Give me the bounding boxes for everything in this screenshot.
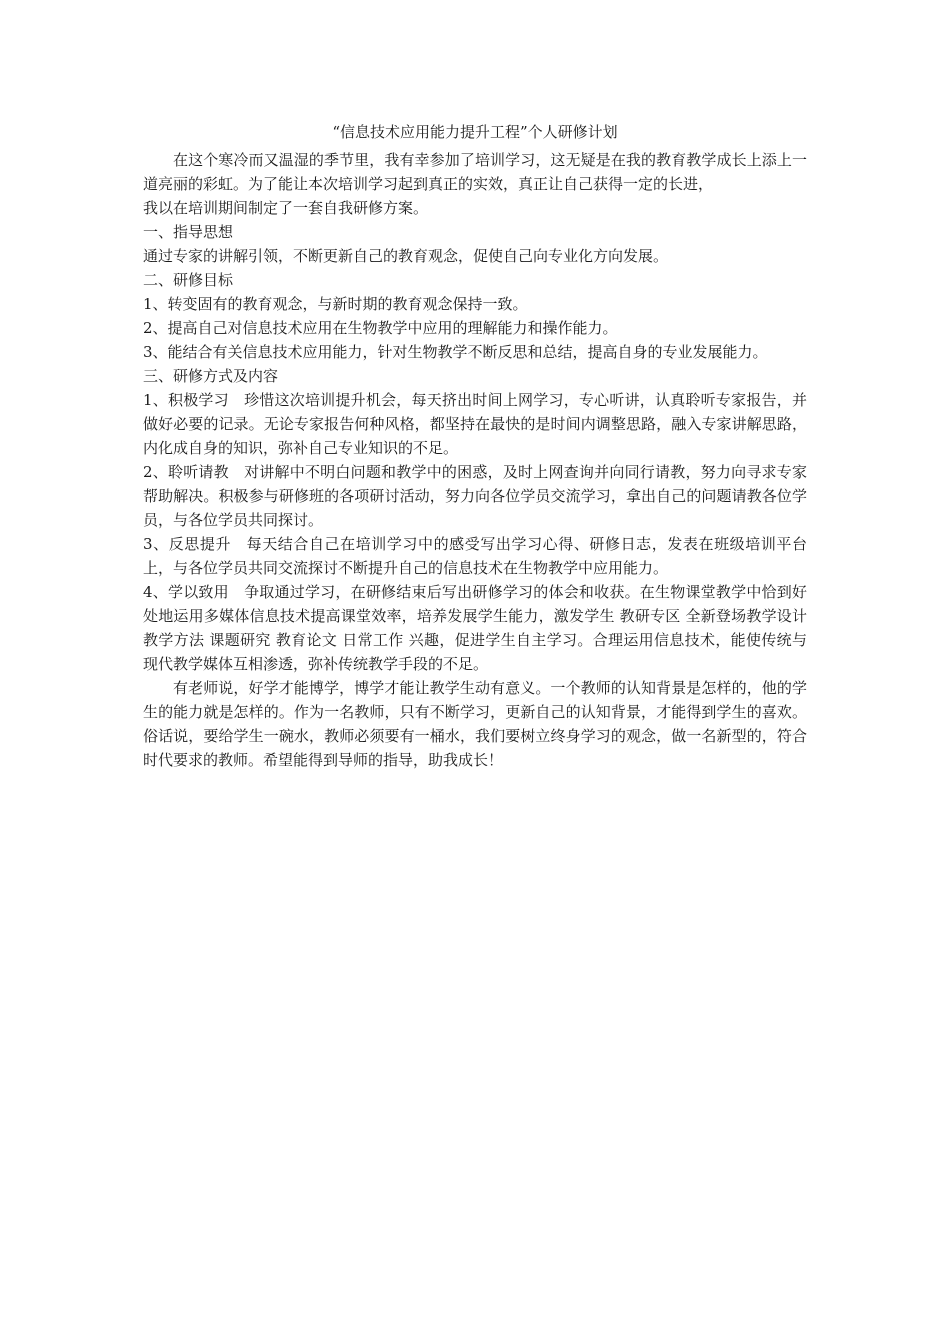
section-heading-goals: 二、研修目标 [143, 271, 234, 289]
list-item-method-2: 2、聆听请教 对讲解中不明白问题和教学中的困惑，及时上网查询并向同行请教，努力向寻求专家帮助解决。积极参与研修班的各项研讨活动，努力向各位学员交流学习，拿出自己的问题请教各位学员，与各位学员共同探讨。 [143, 463, 807, 529]
list-item-goal-1: 1、转变固有的教育观念，与新时期的教育观念保持一致。 [143, 295, 528, 313]
list-item-goal-2: 2、提高自己对信息技术应用在生物教学中应用的理解能力和操作能力。 [143, 319, 618, 337]
paragraph-guiding-idea: 通过专家的讲解引领，不断更新自己的教育观念，促使自己向专业化方向发展。 [143, 247, 669, 265]
paragraph-intro-continued: 我以在培训期间制定了一套自我研修方案。 [143, 199, 429, 217]
paragraph-conclusion: 有老师说，好学才能博学，博学才能让教学生动有意义。一个教师的认知背景是怎样的，他的学生的能力就是怎样的。作为一名教师，只有不断学习，更新自己的认知背景，才能得到学生的喜欢。俗话说，要给学生一碗水，教师必须要有一桶水，我们要树立终身学习的观念，做一名新型的，符合时代要求的教师。希望能得到导师的指导，助我成长！ [143, 679, 807, 769]
section-heading-guiding-idea: 一、指导思想 [143, 223, 234, 241]
paragraph-intro: 在这个寒冷而又温湿的季节里，我有幸参加了培训学习，这无疑是在我的教育教学成长上添上一道亮丽的彩虹。为了能让本次培训学习起到真正的实效，真正让自己获得一定的长进， [143, 151, 807, 193]
list-item-method-1: 1、积极学习 珍惜这次培训提升机会，每天挤出时间上网学习，专心听讲，认真聆听专家报告，并做好必要的记录。无论专家报告何种风格，都坚持在最快的是时间内调整思路，融入专家讲解思路，内化成自身的知识，弥补自己专业知识的不足。 [143, 391, 807, 457]
list-item-method-3: 3、反思提升 每天结合自己在培训学习中的感受写出学习心得、研修日志，发表在班级培训平台上，与各位学员共同交流探讨不断提升自己的信息技术在生物教学中应用能力。 [143, 535, 807, 577]
document-body [143, 148, 807, 772]
document-page [143, 120, 807, 772]
section-heading-methods: 三、研修方式及内容 [143, 367, 279, 385]
list-item-goal-3: 3、能结合有关信息技术应用能力，针对生物教学不断反思和总结，提高自身的专业发展能力。 [143, 343, 768, 361]
document-title: “信息技术应用能力提升工程”个人研修计划 [332, 123, 618, 141]
list-item-method-4: 4、学以致用 争取通过学习，在研修结束后写出研修学习的体会和收获。在生物课堂教学中恰到好处地运用多媒体信息技术提高课堂效率，培养发展学生能力，激发学生 教研专区 全新登场教学设计 教学方法 课题研究 教育论文 日常工作 兴趣，促进学生自主学习。合理运用信息技术，能使传统与现代教学媒体互相渗透，弥补传统教学手段的不足。 [143, 583, 807, 673]
